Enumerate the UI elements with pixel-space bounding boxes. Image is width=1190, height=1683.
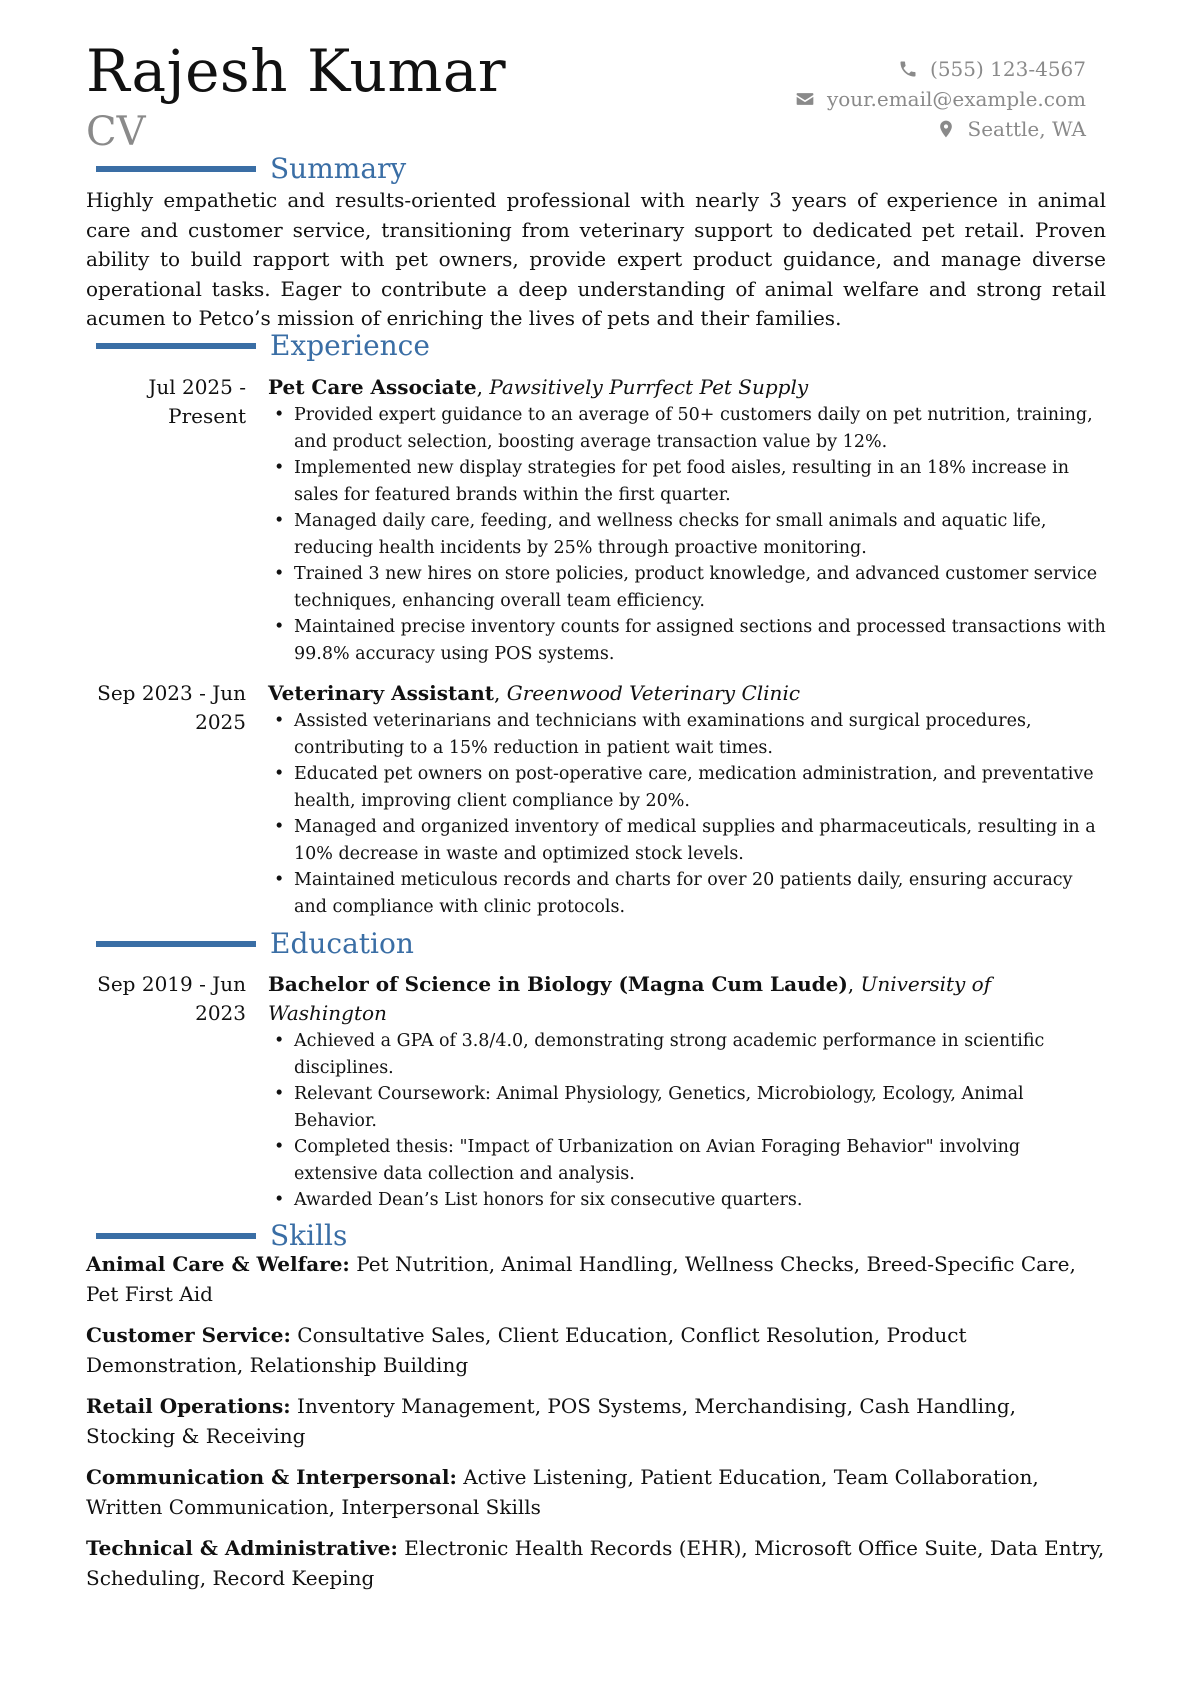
bullet-item: • Relevant Coursework: Animal Physiology, Genetics, Microbiology, Ecology, Animal Behavior. — [268, 1081, 1106, 1134]
skill-label: Animal Care & Welfare: — [86, 1252, 350, 1276]
section-heading-skills — [96, 1219, 348, 1252]
bullet-item: • Managed daily care, feeding, and wellness checks for small animals and aquatic life, reducing health incidents by 25% through proactive monitoring. — [268, 508, 1106, 561]
entry-role: Pet Care Associate — [268, 375, 477, 399]
section-bar — [96, 166, 256, 172]
bullet-item: • Awarded Dean’s List honors for six consecutive quarters. — [268, 1187, 1106, 1214]
entry-main — [268, 970, 1106, 1214]
entry-org: Pawsitively Purrfect Pet Supply — [489, 375, 809, 399]
skill-items: Electronic Health Records (EHR), Microsoft Office Suite, Data Entry, Scheduling, Record Keeping — [86, 1536, 1105, 1590]
skills-list — [86, 1250, 1106, 1605]
entry-heading: Bachelor of Science in Biology (Magna Cum Laude), University of Washington — [268, 972, 992, 1025]
bullet-list — [268, 708, 1106, 920]
entry-date: Jul 2025 - Present — [148, 375, 246, 428]
map-pin-icon — [936, 119, 956, 139]
section-title: Education — [270, 927, 414, 960]
entry-heading: Veterinary Assistant, Greenwood Veterinary Clinic — [268, 681, 801, 705]
skill-row — [86, 1250, 1106, 1309]
bullet-item: • Achieved a GPA of 3.8/4.0, demonstrating strong academic performance in scientific disciplines. — [268, 1028, 1106, 1081]
location-text: Seattle, WA — [967, 117, 1086, 141]
skill-label: Communication & Interpersonal: — [86, 1465, 457, 1489]
entry-date: Sep 2023 - Jun 2025 — [97, 681, 246, 734]
bullet-item: • Assisted veterinarians and technicians with examinations and surgical procedures, contributing to a 15% reduction in patient wait times. — [268, 708, 1106, 761]
skill-row — [86, 1321, 1106, 1380]
skill-items: Inventory Management, POS Systems, Merchandising, Cash Handling, Stocking & Receiving — [86, 1394, 1017, 1448]
bullet-list — [268, 402, 1106, 667]
contact-location — [795, 114, 1086, 144]
skill-row — [86, 1392, 1106, 1451]
entry-date: Sep 2019 - Jun 2023 — [97, 972, 246, 1025]
phone-text[interactable]: (555) 123-4567 — [930, 57, 1086, 81]
bullet-item: • Implemented new display strategies for pet food aisles, resulting in an 18% increase in sales for featured brands within the first quarter. — [268, 455, 1106, 508]
contact-info — [795, 54, 1086, 144]
email-text[interactable]: your.email@example.com — [826, 87, 1086, 111]
section-heading-education — [96, 927, 414, 960]
section-title: Summary — [270, 152, 407, 185]
section-bar — [96, 941, 256, 947]
entry-role: Veterinary Assistant — [268, 681, 494, 705]
skill-row — [86, 1463, 1106, 1522]
bullet-item: • Maintained meticulous records and charts for over 20 patients daily, ensuring accuracy and compliance with clinic protocols. — [268, 867, 1106, 920]
bullet-item: • Provided expert guidance to an average of 50+ customers daily on pet nutrition, training, and product selection, boosting average transaction value by 12%. — [268, 402, 1106, 455]
bullet-item: • Educated pet owners on post-operative care, medication administration, and preventative health, improving client compliance by 20%. — [268, 761, 1106, 814]
section-heading-summary — [96, 152, 407, 185]
contact-phone — [795, 54, 1086, 84]
entry-heading: Pet Care Associate, Pawsitively Purrfect Pet Supply — [268, 375, 809, 399]
entry-main — [268, 373, 1106, 667]
section-bar — [96, 1233, 256, 1239]
skill-label: Retail Operations: — [86, 1394, 291, 1418]
phone-icon — [898, 59, 918, 79]
summary-text: Highly empathetic and results-oriented professional with nearly 3 years of experience in animal care and customer service, transitioning from veterinary support to dedicated pet retail. Proven ability to build rapport with pet owners, provide expert product guidance, and manage diverse operational tasks. Eager to contribute a deep understanding of animal welfare and strong retail acumen to Petco’s mission of enriching the lives of pets and their families. — [86, 188, 1106, 330]
section-heading-experience — [96, 329, 430, 362]
document-subtitle: CV — [86, 109, 146, 155]
skill-row — [86, 1534, 1106, 1593]
skill-items: Pet Nutrition, Animal Handling, Wellness Checks, Breed-Specific Care, Pet First Aid — [86, 1252, 1076, 1306]
section-bar — [96, 343, 256, 349]
entry-org: University of Washington — [268, 972, 992, 1025]
entry-org: Greenwood Veterinary Clinic — [506, 681, 801, 705]
skill-items: Consultative Sales, Client Education, Conflict Resolution, Product Demonstration, Relationship Building — [86, 1323, 967, 1377]
contact-email — [795, 84, 1086, 114]
bullet-item: • Trained 3 new hires on store policies, product knowledge, and advanced customer service techniques, enhancing overall team efficiency. — [268, 561, 1106, 614]
skill-label: Customer Service: — [86, 1323, 291, 1347]
bullet-item: • Maintained precise inventory counts for assigned sections and processed transactions with 99.8% accuracy using POS systems. — [268, 614, 1106, 667]
entry-main — [268, 679, 1106, 920]
section-title: Skills — [270, 1219, 348, 1252]
section-title: Experience — [270, 329, 430, 362]
bullet-list — [268, 1028, 1106, 1214]
person-name: Rajesh Kumar — [86, 37, 507, 105]
entry-role: Bachelor of Science in Biology (Magna Cum Laude) — [268, 972, 848, 996]
bullet-item: • Managed and organized inventory of medical supplies and pharmaceuticals, resulting in a 10% decrease in waste and optimized stock levels. — [268, 814, 1106, 867]
bullet-item: • Completed thesis: "Impact of Urbanization on Avian Foraging Behavior" involving extensive data collection and analysis. — [268, 1134, 1106, 1187]
envelope-icon — [795, 89, 815, 109]
skill-label: Technical & Administrative: — [86, 1536, 398, 1560]
skill-items: Active Listening, Patient Education, Team Collaboration, Written Communication, Interpersonal Skills — [86, 1465, 1039, 1519]
